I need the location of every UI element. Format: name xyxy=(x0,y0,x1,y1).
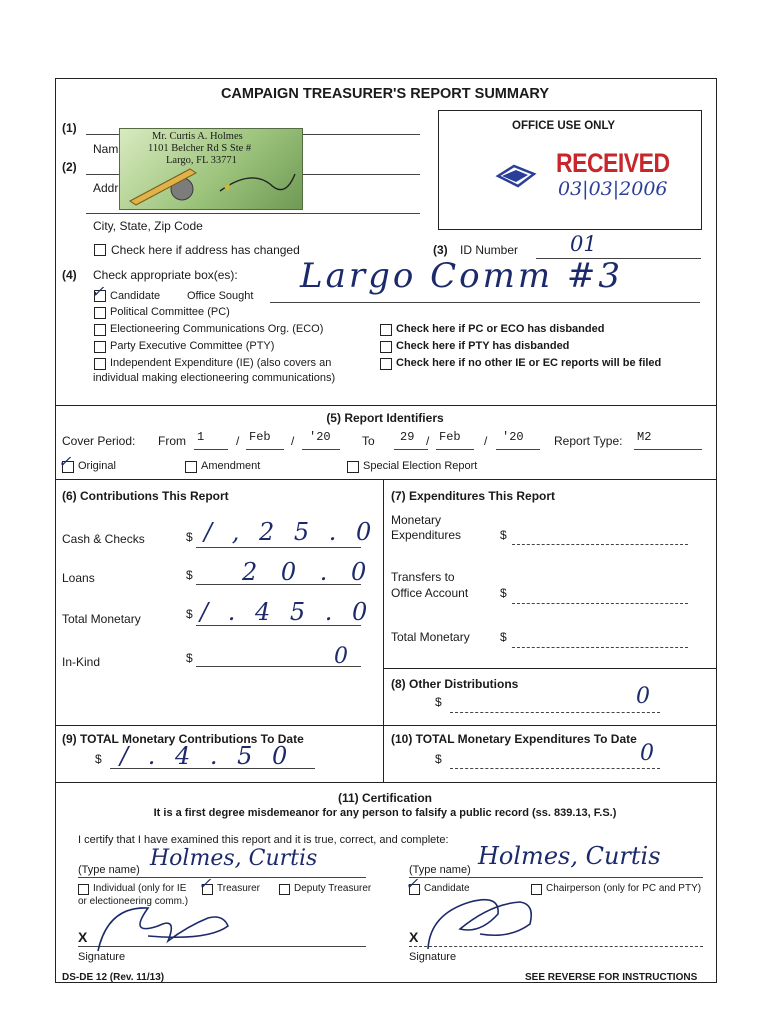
received-date: 03|03|2006 xyxy=(558,178,668,200)
divider-9 xyxy=(55,725,717,726)
individual-label-2: or electioneering comm.) xyxy=(78,896,189,907)
from-month-line xyxy=(246,449,284,450)
deputy-treasurer-label: Deputy Treasurer xyxy=(294,883,372,894)
amendment-checkbox[interactable] xyxy=(185,461,197,473)
address-changed-checkbox[interactable] xyxy=(94,244,106,256)
right-signature xyxy=(420,884,550,954)
ie-label-2: individual making electioneering communications) xyxy=(93,372,336,384)
received-stamp: RECEIVED xyxy=(556,147,670,178)
section-4-label: Check appropriate box(es): xyxy=(93,268,238,282)
city-line xyxy=(86,213,420,214)
section-11-title: (11) Certification xyxy=(337,791,433,805)
pc-checkbox[interactable] xyxy=(94,307,106,319)
section-7-total-dollar: $ xyxy=(500,630,507,644)
monetary-expenditures-dollar: $ xyxy=(500,528,507,542)
ie-label: Independent Expenditure (IE) (also covers an xyxy=(110,357,332,369)
monetary-expenditures-label-2: Expenditures xyxy=(391,528,462,542)
in-kind-value[interactable]: 0 xyxy=(334,644,348,669)
to-month-line xyxy=(436,449,474,450)
id-number-value[interactable]: 01 xyxy=(570,232,597,256)
in-kind-dollar: $ xyxy=(186,651,193,665)
pty-label: Party Executive Committee (PTY) xyxy=(110,340,275,352)
section-10-line xyxy=(450,768,660,769)
to-slash-2: / xyxy=(484,434,488,448)
right-candidate-label: Candidate xyxy=(424,883,470,894)
column-divider xyxy=(383,479,384,782)
divider-6 xyxy=(55,479,717,480)
special-election-label: Special Election Report xyxy=(363,460,478,472)
treasurer-label: Treasurer xyxy=(217,883,260,894)
to-day-line xyxy=(394,449,428,450)
sticker-line-3: Largo, FL 33771 xyxy=(166,155,237,166)
pc-label: Political Committee (PC) xyxy=(110,306,230,318)
section-7-total-label: Total Monetary xyxy=(391,630,470,644)
from-slash-2: / xyxy=(291,434,295,448)
from-slash-1: / xyxy=(236,434,240,448)
total-monetary-value[interactable]: / . 4 5 . 0 xyxy=(200,598,374,626)
report-type-label: Report Type: xyxy=(554,434,623,448)
section-9-value[interactable]: / . 4 . 5 0 xyxy=(120,742,294,770)
inbox-tray-icon xyxy=(494,162,538,192)
section-8-line xyxy=(450,712,660,713)
left-type-name-line xyxy=(78,877,366,878)
disband-pc-checkbox[interactable] xyxy=(380,324,392,336)
cover-period-label: Cover Period: xyxy=(62,434,136,448)
to-year-line xyxy=(496,449,540,450)
transfers-line xyxy=(512,603,688,604)
section-1-number: (1) xyxy=(62,121,77,135)
to-year[interactable]: '20 xyxy=(502,430,524,444)
divider-8 xyxy=(383,668,717,669)
to-day[interactable]: 29 xyxy=(400,430,415,444)
ie-checkbox[interactable] xyxy=(94,358,106,370)
treasurer-check-mark: ✓ xyxy=(198,874,212,893)
section-3-number: (3) xyxy=(433,243,448,257)
transfers-dollar: $ xyxy=(500,586,507,600)
right-signature-x: X xyxy=(409,929,419,945)
section-10-header: (10) TOTAL Monetary Expenditures To Date xyxy=(391,732,637,746)
loans-dollar: $ xyxy=(186,568,193,582)
section-5-title: (5) Report Identifiers xyxy=(326,411,444,425)
monetary-expenditures-label-1: Monetary xyxy=(391,513,442,527)
right-signature-label: Signature xyxy=(409,951,457,963)
deputy-treasurer-checkbox[interactable] xyxy=(279,884,290,895)
section-6-header: (6) Contributions This Report xyxy=(62,489,229,503)
section-4-number: (4) xyxy=(62,268,77,282)
monetary-expenditures-line xyxy=(512,544,688,545)
left-typed-name[interactable]: Holmes, Curtis xyxy=(150,846,318,871)
section-10-value[interactable]: 0 xyxy=(640,741,654,766)
loans-value[interactable]: 2 0 . 0 xyxy=(242,558,375,586)
right-type-name-line xyxy=(409,877,703,878)
section-11-warning: It is a first degree misdemeanor for any person to falsify a public record (ss. 839.13, F.S.) xyxy=(153,807,617,819)
to-slash-1: / xyxy=(426,434,430,448)
special-election-checkbox[interactable] xyxy=(347,461,359,473)
office-use-label: OFFICE USE ONLY xyxy=(512,120,616,132)
eco-checkbox[interactable] xyxy=(94,324,106,336)
section-8-dollar: $ xyxy=(435,695,442,709)
right-type-name-label: (Type name) xyxy=(409,864,471,876)
cash-value[interactable]: / , 2 5 . 0 xyxy=(204,518,378,546)
to-month[interactable]: Feb xyxy=(439,430,461,444)
individual-label: Individual (only for IE xyxy=(93,883,187,894)
loans-label: Loans xyxy=(62,571,95,585)
section-8-value[interactable]: 0 xyxy=(636,684,650,709)
candidate-check-mark: ✓ xyxy=(91,282,105,301)
disband-pty-label: Check here if PTY has disbanded xyxy=(396,340,570,352)
individual-checkbox[interactable] xyxy=(78,884,89,895)
amendment-label: Amendment xyxy=(201,460,261,472)
divider-5 xyxy=(55,405,717,406)
divider-11 xyxy=(55,782,717,783)
no-other-label: Check here if no other IE or EC reports will be filed xyxy=(396,357,662,369)
cash-checks-label: Cash & Checks xyxy=(62,532,145,546)
section-7-total-line xyxy=(512,647,688,648)
sticker-line-2: 1101 Belcher Rd S Ste # xyxy=(148,143,252,154)
original-check-mark: ✓ xyxy=(58,452,72,471)
section-8-header: (8) Other Distributions xyxy=(391,677,519,691)
left-signature-label: Signature xyxy=(78,951,126,963)
right-typed-name[interactable]: Holmes, Curtis xyxy=(478,842,661,870)
in-kind-label: In-Kind xyxy=(62,655,101,669)
original-label: Original xyxy=(78,460,116,472)
section-9-dollar: $ xyxy=(95,752,102,766)
disband-pc-label: Check here if PC or ECO has disbanded xyxy=(396,323,605,335)
transfers-label-2: Office Account xyxy=(391,586,469,600)
id-number-label: ID Number xyxy=(460,243,519,257)
section-10-dollar: $ xyxy=(435,752,442,766)
form-title: CAMPAIGN TREASURER'S REPORT SUMMARY xyxy=(220,86,550,102)
left-type-name-label: (Type name) xyxy=(78,864,140,876)
cash-line xyxy=(196,547,361,548)
from-year[interactable]: '20 xyxy=(309,430,331,444)
office-sought-value[interactable]: Largo Comm #3 xyxy=(300,256,624,296)
from-year-line xyxy=(302,449,340,450)
from-label: From xyxy=(158,434,186,448)
from-day-line xyxy=(194,449,228,450)
section-2-number: (2) xyxy=(62,160,77,174)
right-candidate-check-mark: ✓ xyxy=(405,874,419,893)
chairperson-label: Chairperson (only for PC and PTY) xyxy=(546,883,702,894)
total-monetary-label: Total Monetary xyxy=(62,612,141,626)
report-type-value[interactable]: M2 xyxy=(637,430,652,444)
address-label: Addr xyxy=(93,181,119,195)
candidate-label: Candidate xyxy=(110,290,161,302)
disband-pty-checkbox[interactable] xyxy=(380,341,392,353)
left-signature xyxy=(88,896,238,956)
office-sought-label: Office Sought xyxy=(187,290,254,302)
to-label: To xyxy=(362,434,375,448)
pty-checkbox[interactable] xyxy=(94,341,106,353)
section-7-header: (7) Expenditures This Report xyxy=(391,489,556,503)
address-changed-label: Check here if address has changed xyxy=(111,243,300,257)
no-other-checkbox[interactable] xyxy=(380,358,392,370)
form-id: DS-DE 12 (Rev. 11/13) xyxy=(62,972,165,983)
certify-statement: I certify that I have examined this report and it is true, correct, and complete: xyxy=(78,834,449,846)
total-monetary-dollar: $ xyxy=(186,607,193,621)
report-type-line xyxy=(634,449,702,450)
from-day[interactable]: 1 xyxy=(197,430,205,444)
name-label: Nam xyxy=(93,142,119,156)
left-signature-x: X xyxy=(78,929,88,945)
cash-dollar: $ xyxy=(186,530,193,544)
from-month[interactable]: Feb xyxy=(249,430,271,444)
sticker-line-1: Mr. Curtis A. Holmes xyxy=(152,131,243,142)
section-9-header: (9) TOTAL Monetary Contributions To Date xyxy=(62,732,304,746)
eco-label: Electioneering Communications Org. (ECO) xyxy=(110,323,324,335)
office-sought-line xyxy=(270,302,700,303)
transfers-label-1: Transfers to xyxy=(391,570,455,584)
city-label: City, State, Zip Code xyxy=(93,219,203,233)
see-reverse: SEE REVERSE FOR INSTRUCTIONS xyxy=(525,972,698,983)
